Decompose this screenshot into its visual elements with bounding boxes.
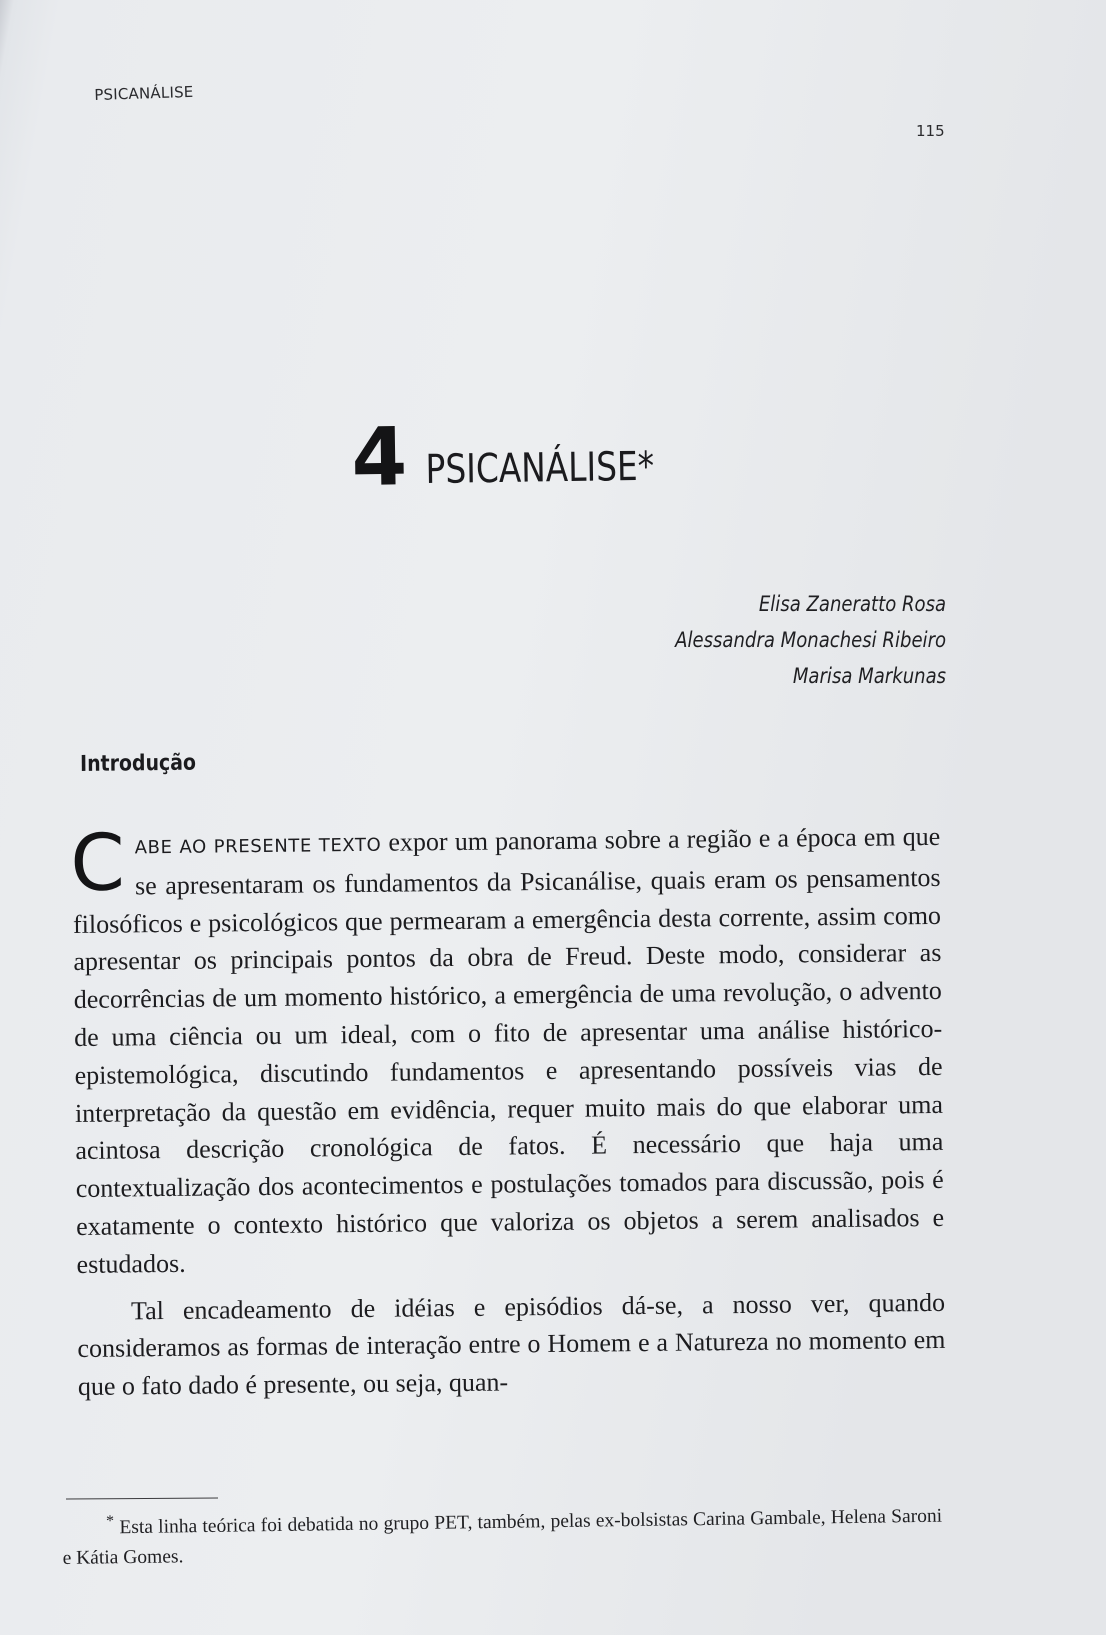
- chapter-heading: [350, 410, 704, 504]
- paragraph-1: [69, 818, 945, 1284]
- author-name: Marisa Markunas: [792, 664, 946, 688]
- paragraph-2: Tal encadeamento de idéias e episódios dá-se, a nosso ver, quando consideramos as formas de interação entre o Homem e a Natureza no momento em que o fato dado é presente, ou seja, quan-: [77, 1287, 946, 1402]
- drop-cap: C: [69, 818, 126, 910]
- body-text: [69, 818, 946, 1415]
- running-head: PSICANÁLISE: [94, 82, 194, 104]
- paragraph-1-text: expor um panorama sobre a região e a época em que se apresentaram os fundamentos da Psicanálise, quais eram os pensamentos filosóficos e psicológicos que permearam a emergência desta corrente, assim como apresentar os principais pontos da obra de Freud. Deste modo, considerar as decorrências de um momento histórico, a emergência de uma revolução, o advento de uma ciência ou um ideal, com o fito de apresentar uma análise histórico-epistemológica, discutindo fundamentos e apresentando possíveis vias de interpretação da questão em evidência, requer muito mais do que elaborar uma acintosa descrição cronológica de fatos. É necessário que haja uma contextualização dos acontecimentos e postulações tomados para discussão, pois é exatamente o contexto histórico que valoriza os objetos a serem analisados e estudados.: [72, 821, 945, 1279]
- author-name: Elisa Zaneratto Rosa: [758, 592, 946, 616]
- footnote-rule: [66, 1497, 218, 1499]
- lead-in-small-caps: ABE AO PRESENTE TEXTO: [134, 834, 382, 859]
- page-number: 115: [916, 122, 945, 140]
- footnote-mark: *: [105, 1512, 115, 1530]
- author-list: [631, 586, 946, 694]
- chapter-title: PSICANÁLISE*: [424, 443, 655, 493]
- chapter-number: 4: [350, 410, 408, 504]
- author-name: Alessandra Monachesi Ribeiro: [675, 628, 946, 652]
- section-heading: Introdução: [80, 750, 197, 777]
- footnote: [62, 1502, 943, 1574]
- footnote-text: Esta linha teórica foi debatida no grupo PET, também, pelas ex-bolsistas Carina Gambale, Helena Saroni e Kátia Gomes.: [62, 1505, 943, 1569]
